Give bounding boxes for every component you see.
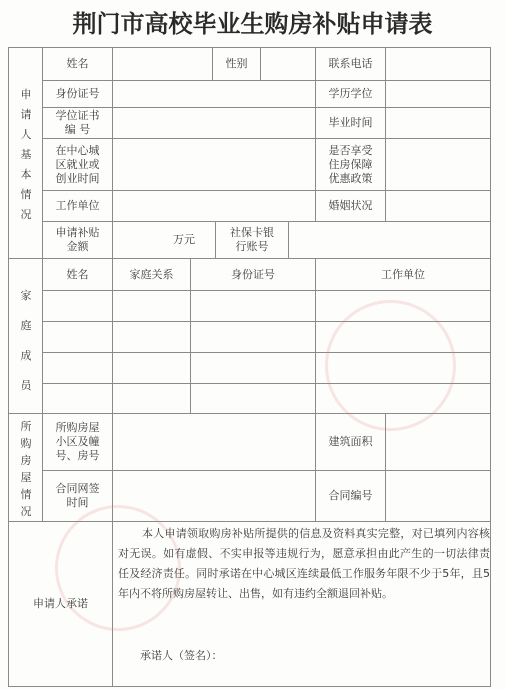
official-seal-stamp — [325, 300, 456, 431]
employment-time-field[interactable] — [113, 139, 315, 190]
family-header-relation: 家庭关系 — [129, 267, 174, 281]
certificate-number-field[interactable] — [113, 108, 315, 138]
section-family-label: 家庭成员 — [20, 289, 32, 392]
employer-field[interactable] — [113, 191, 315, 221]
employer-label: 工作单位 — [55, 199, 100, 212]
degree-field[interactable] — [386, 81, 490, 107]
name-label: 姓名 — [66, 57, 89, 70]
section-applicant-label: 申请人基本情况 — [20, 88, 32, 221]
bank-account-field[interactable] — [289, 222, 490, 258]
section-pledge-label: 申请人承诺 — [33, 597, 88, 610]
phone-field[interactable] — [386, 48, 490, 80]
bank-account-label: 社保卡银 行账号 — [230, 226, 274, 253]
degree-label: 学历学位 — [328, 87, 373, 100]
id-number-field[interactable] — [113, 81, 315, 107]
graduation-time-label: 毕业时间 — [328, 116, 373, 129]
family-header-id: 身份证号 — [231, 267, 275, 281]
certificate-number-label: 学位证书 编 号 — [55, 109, 100, 136]
section-house-label: 所购房屋情况 — [20, 420, 32, 518]
signer-label: 承诺人（签名）： — [140, 649, 223, 662]
subsidy-amount-label: 申请补贴 金额 — [55, 226, 100, 253]
employment-time-label: 在中心城 区就业或 创业时间 — [55, 143, 100, 185]
family-header-employer: 工作单位 — [381, 267, 425, 281]
pledge-text: 本人申请领取购房补贴所提供的信息及资料真实完整，对已填列内容核对无误。如有虚假、不实申报等违规行为，愿意承担由此产生的一切法律责任及经济责任。同时承诺在中心城区连续最低工作服务年限不少于5年，且5年内不将所购房屋转让、出售，如有违约全额退回补贴。 — [118, 527, 490, 600]
subsidy-amount-field[interactable]: 万元 — [173, 233, 195, 246]
id-number-label: 身份证号 — [55, 87, 100, 100]
name-field[interactable] — [113, 48, 212, 80]
house-address-label: 所购房屋 小区及幢 号、房号 — [55, 421, 100, 462]
housing-benefit-label: 是否享受 住房保障 优惠政策 — [328, 143, 373, 185]
family-header-name: 姓名 — [66, 267, 89, 281]
gender-field[interactable] — [261, 48, 315, 80]
gender-label: 性别 — [225, 57, 248, 70]
building-area-label: 建筑面积 — [328, 435, 373, 448]
phone-label: 联系电话 — [328, 57, 373, 70]
housing-benefit-field[interactable] — [386, 139, 490, 190]
contract-number-label: 合同编号 — [328, 489, 373, 502]
signature-field[interactable] — [250, 646, 485, 666]
contract-time-field[interactable] — [113, 471, 315, 521]
marital-status-field[interactable] — [386, 191, 490, 221]
form-title: 荆门市高校毕业生购房补贴申请表 — [72, 9, 433, 38]
building-area-field[interactable] — [386, 414, 490, 470]
contract-time-label: 合同网签 时间 — [55, 482, 100, 509]
marital-status-label: 婚姻状况 — [328, 199, 373, 212]
graduation-time-field[interactable] — [386, 108, 490, 138]
contract-number-field[interactable] — [386, 471, 490, 521]
house-address-field[interactable] — [113, 414, 315, 470]
